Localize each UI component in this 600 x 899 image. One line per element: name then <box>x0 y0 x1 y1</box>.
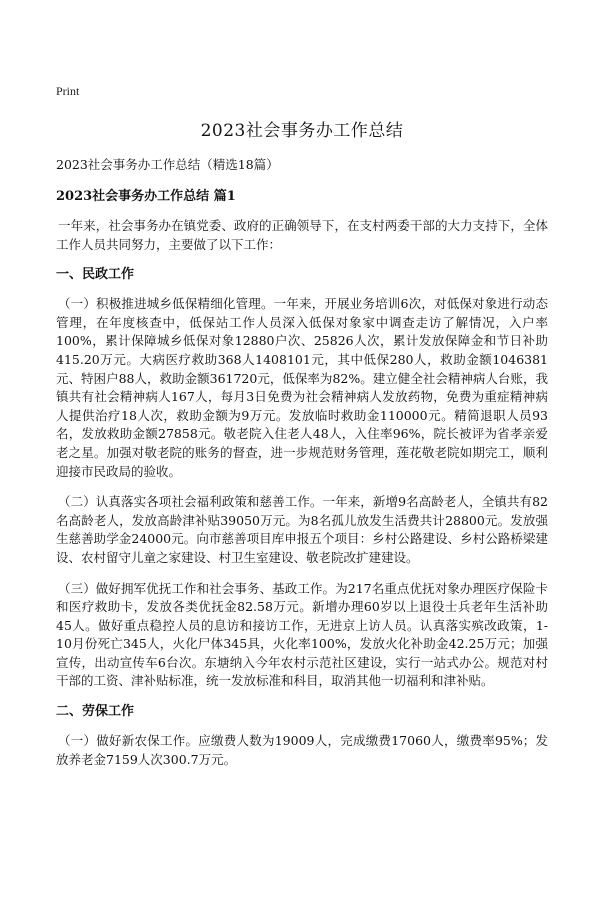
print-label: Print <box>56 84 80 98</box>
civil-affairs-paragraph-3: （三）做好拥军优抚工作和社会事务、基政工作。为217名重点优抚对象办理医疗保险卡和医疗救助卡，发放各类优抚金82.58万元。新增办理60岁以上退役士兵老年生活补助45人。做好重点稳控人员的息访和接访工作，无进京上访人员。认真落实殡改政策，1-10月份死亡345人，火化尸体345具，火化率100%，发放火化补助金42.25万元；加强宣传，出动宣传车6台次。东塘纳入今年农村示范社区建设，实行一站式办公。规范对村干部的工资、津补贴标准，统一发放标准和科目，取消其他一切福利和津补贴。 <box>56 580 548 689</box>
civil-affairs-paragraph-2: （二）认真落实各项社会福利政策和慈善工作。一年来，新增9名高龄老人，全镇共有82名高龄老人，发放高龄津补贴39050万元。为8名孤儿放发生活费共计28800元。发放强生慈善助学金24000元。向市慈善项目库申报五个项目：乡村公路建设、乡村公路桥梁建设、农村留守儿童之家建设、村卫生室建设、敬老院改扩建建设。 <box>56 494 548 565</box>
labor-insurance-paragraph-1: （一）做好新农保工作。应缴费人数为19009人，完成缴费17060人，缴费率95%；发放养老金7159人次300.7万元。 <box>56 733 548 767</box>
section-heading-civil-affairs: 一、民政工作 <box>56 267 135 283</box>
document-title: 2023社会事务办工作总结 <box>200 121 404 141</box>
intro-paragraph: 一年来，社会事务办在镇党委、政府的正确领导下，在支村两委干部的大力支持下，全体工作人员共同努力，主要做了以下工作： <box>56 218 548 252</box>
article-heading: 2023社会事务办工作总结 篇1 <box>56 189 236 204</box>
document-subtitle: 2023社会事务办工作总结（精选18篇） <box>56 157 279 172</box>
section-heading-labor-insurance: 二、劳保工作 <box>56 704 135 720</box>
civil-affairs-paragraph-1: （一）积极推进城乡低保精细化管理。一年来，开展业务培训6次，对低保对象进行动态管理，在年度核查中，低保站工作人员深入低保对象家中调查走访了解情况，入户率100%，累计保障城乡低保对象12880户次、25826人次，累计发放保障金和节日补助415.20万元。大病医疗救助368人1408101元，其中低保280人，救助金额1046381元、特困户88人，救助金额361720元，低保率为82%。建立健全社会精神病人台账，我镇共有社会精神病人167人，每月3日免费为社会精神病人发放药物，免费为重症精神病人提供治疗18人次，救助金额为9万元。发放临时救助金110000元。精简退职人员93名，发放救助金额27858元。敬老院入住老人48人，入住率96%，院长被评为省孝亲爱老之星。加强对敬老院的账务的督查，进一步规范财务管理，莲花敬老院如期完工，顺利迎接市民政局的验收。 <box>56 296 548 479</box>
